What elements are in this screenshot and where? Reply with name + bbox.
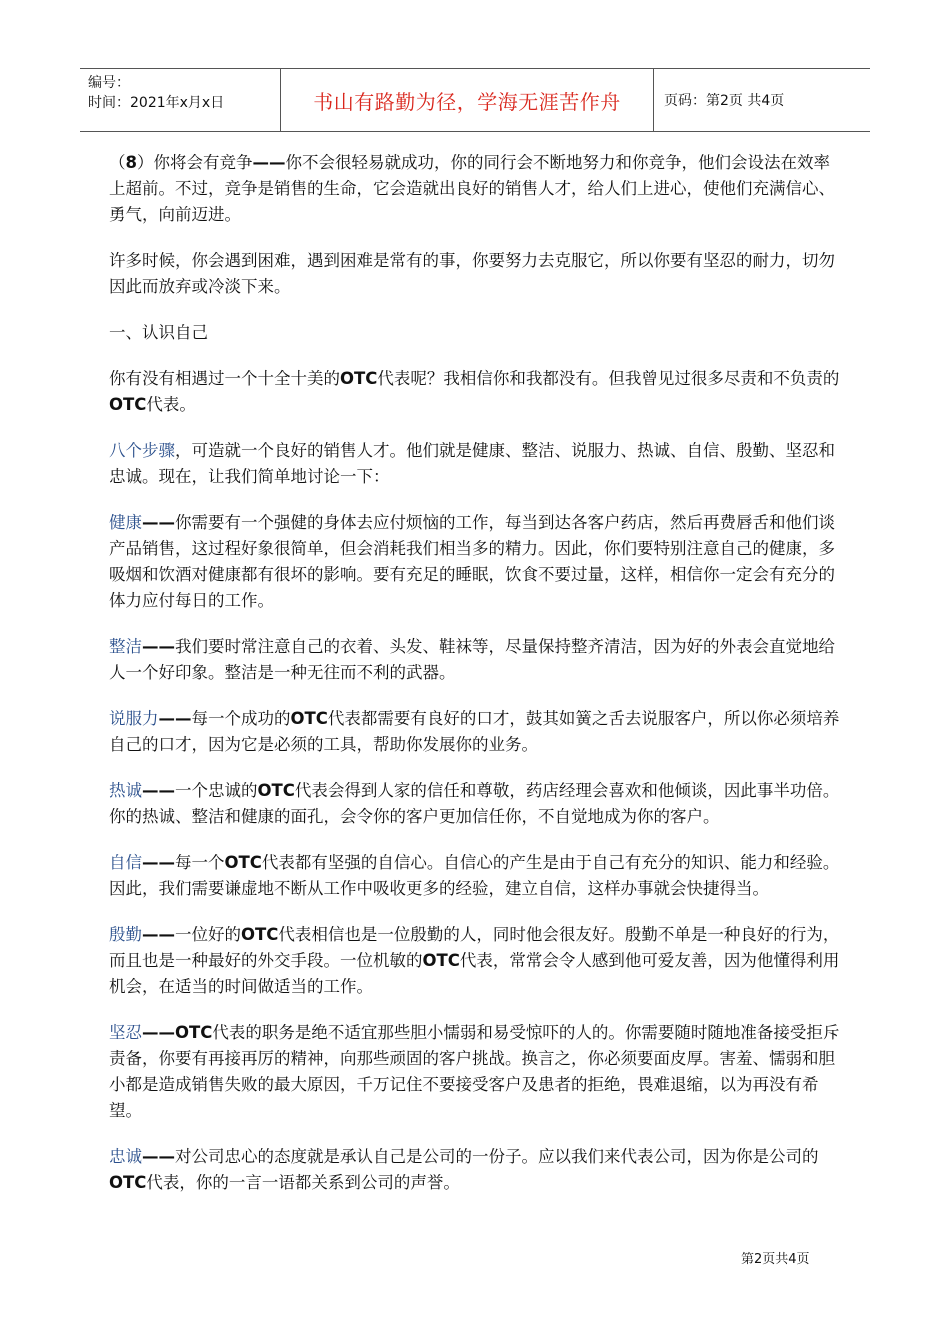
paragraph (109, 510, 841, 614)
paragraph-text: ——OTC (142, 1023, 213, 1042)
number-label: 编号： (88, 75, 130, 91)
paragraph-text: 代表，你的一言一语都关系到公司的声誉。 (146, 1173, 460, 1192)
paragraph-text: 代表都有坚强的自信心。自信心的产生是由于自己有充分的知识、能力和经验。因此，我们需要谦虚地不断从工作中吸收更多的经验，建立自信，这样办事就会快捷得当。 (109, 853, 840, 898)
paragraph-lead: 自信 (109, 853, 142, 872)
paragraph (109, 778, 841, 830)
document-body (109, 150, 841, 1216)
paragraph (109, 922, 841, 1000)
paragraph-text: OTC (109, 1173, 147, 1192)
paragraph (109, 320, 841, 346)
paragraph-text: 每一个成功的 (191, 709, 291, 728)
paragraph-text: —— (142, 513, 175, 532)
paragraph (109, 850, 841, 902)
paragraph (109, 706, 841, 758)
paragraph (109, 634, 841, 686)
paragraph-lead: 忠诚 (109, 1147, 142, 1166)
header-motto: 书山有路勤为径，学海无涯苦作舟 (281, 69, 654, 131)
paragraph-text: 你有没有相遇过一个十全十美的 (109, 369, 340, 388)
paragraph-text: —— (158, 709, 192, 728)
paragraph-lead: 热诚 (109, 781, 142, 800)
paragraph-text: 你不会很轻易就成功，你的同行会不断地努力和你竞争，他们会设法在效率上超前。不过，竞争是销售的生命，它会造就出良好的销售人才，给人们上进心，使他们充满信心、勇气，向前迈进。 (109, 153, 835, 224)
paragraph-text: —— (142, 637, 175, 656)
paragraph (109, 1020, 841, 1124)
paragraph-text: 代表的职务是绝不适宜那些胆小懦弱和易受惊吓的人的。你需要随时随地准备接受拒斥责备，你要有再接再厉的精神，向那些顽固的客户挑战。换言之，你必须要面皮厚。害羞、懦弱和胆小都是造成销售失败的最大原因，千万记住不要接受客户及患者的拒绝，畏难退缩，以为再没有希望。 (109, 1023, 840, 1120)
paragraph-text: OTC (224, 853, 262, 872)
paragraph-text: —— (142, 1147, 175, 1166)
paragraph-lead: 整洁 (109, 637, 142, 656)
paragraph-text: OTC (290, 709, 328, 728)
paragraph-text: —— (142, 781, 175, 800)
paragraph-text: 一位好的 (175, 925, 241, 944)
header-meta (80, 69, 281, 131)
paragraph-text: OTC (109, 395, 147, 414)
paragraph-text: 你需要有一个强健的身体去应付烦恼的工作，每当到达各客户药店，然后再费唇舌和他们谈产品销售，这过程好象很简单，但会消耗我们相当多的精力。因此，你们要特别注意自己的健康，多吸烟和饮酒对健康都有很坏的影响。要有充足的睡眠，饮食不要过量，这样，相信你一定会有充分的体力应付每日的工作。 (109, 513, 835, 610)
paragraph (109, 366, 841, 418)
paragraph-lead: 殷勤 (109, 925, 142, 944)
paragraph-text: 对公司忠心的态度就是承认自己是公司的一份子。应以我们来代表公司，因为你是公司的 (175, 1147, 819, 1166)
paragraph-text: —— (142, 853, 175, 872)
paragraph-text: 代表都需要有良好的口才，鼓其如簧之舌去说服客户，所以你必须培养自己的口才，因为它是必须的工具，帮助你发展你的业务。 (109, 709, 840, 754)
paragraph-text: 我们要时常注意自己的衣着、头发、鞋袜等，尽量保持整齐清洁，因为好的外表会直觉地给人一个好印象。整洁是一种无往而不利的武器。 (109, 637, 835, 682)
paragraph-text: —— (142, 925, 175, 944)
paragraph-text: （ (109, 153, 126, 172)
paragraph-text: 每一个 (175, 853, 225, 872)
paragraph-text: ）你将会有竞争 (136, 153, 253, 172)
paragraph-text: 代表相信也是一位殷勤的人，同时他会很友好。殷勤不单是一种良好的行为，而且也是一种最好的外交手段。一位机敏的 (109, 925, 840, 970)
paragraph-text: 代表，常常会令人感到他可爱友善，因为他懂得利用机会，在适当的时间做适当的工作。 (109, 951, 840, 996)
paragraph-lead: 说服力 (109, 709, 159, 728)
paragraph-text: OTC (340, 369, 378, 388)
paragraph-text: 一个忠诚的 (175, 781, 258, 800)
paragraph-text: OTC (241, 925, 279, 944)
paragraph-text: OTC (257, 781, 295, 800)
paragraph-lead: 健康 (109, 513, 142, 532)
paragraph-lead: 八个步骤 (109, 441, 175, 460)
time-label: 时间：2021年x月x日 (88, 95, 225, 111)
paragraph-text: 代表会得到人家的信任和尊敬，药店经理会喜欢和他倾谈，因此事半功倍。 你的热诚、整洁和健康的面孔，会令你的客户更加信任你，不自觉地成为你的客户。 (109, 781, 840, 826)
paragraph-text: ，可造就一个良好的销售人才。他们就是健康、整洁、说服力、热诚、自信、殷勤、坚忍和忠诚。现在，让我们简单地讨论一下： (109, 441, 835, 486)
paragraph-text: 代表。 (146, 395, 196, 414)
paragraph-text: 代表呢？我相信你和我都没有。但我曾见过很多尽责和不负责的 (377, 369, 840, 388)
paragraph-text: 8 (125, 153, 137, 172)
paragraph-text: OTC (422, 951, 460, 970)
page-header (80, 68, 870, 132)
paragraph (109, 150, 841, 228)
paragraph-text: 一、认识自己 (109, 323, 208, 342)
header-page-label: 页码：第2页 共4页 (664, 93, 785, 109)
paragraph-lead: 坚忍 (109, 1023, 142, 1042)
paragraph-text: —— (252, 153, 286, 172)
paragraph (109, 248, 841, 300)
page-footer: 第2页共4页 (741, 1252, 810, 1267)
paragraph (109, 1144, 841, 1196)
paragraph (109, 438, 841, 490)
paragraph-text: 许多时候，你会遇到困难，遇到困难是常有的事，你要努力去克服它，所以你要有坚忍的耐力，切勿因此而放弃或冷淡下来。 (109, 251, 835, 296)
